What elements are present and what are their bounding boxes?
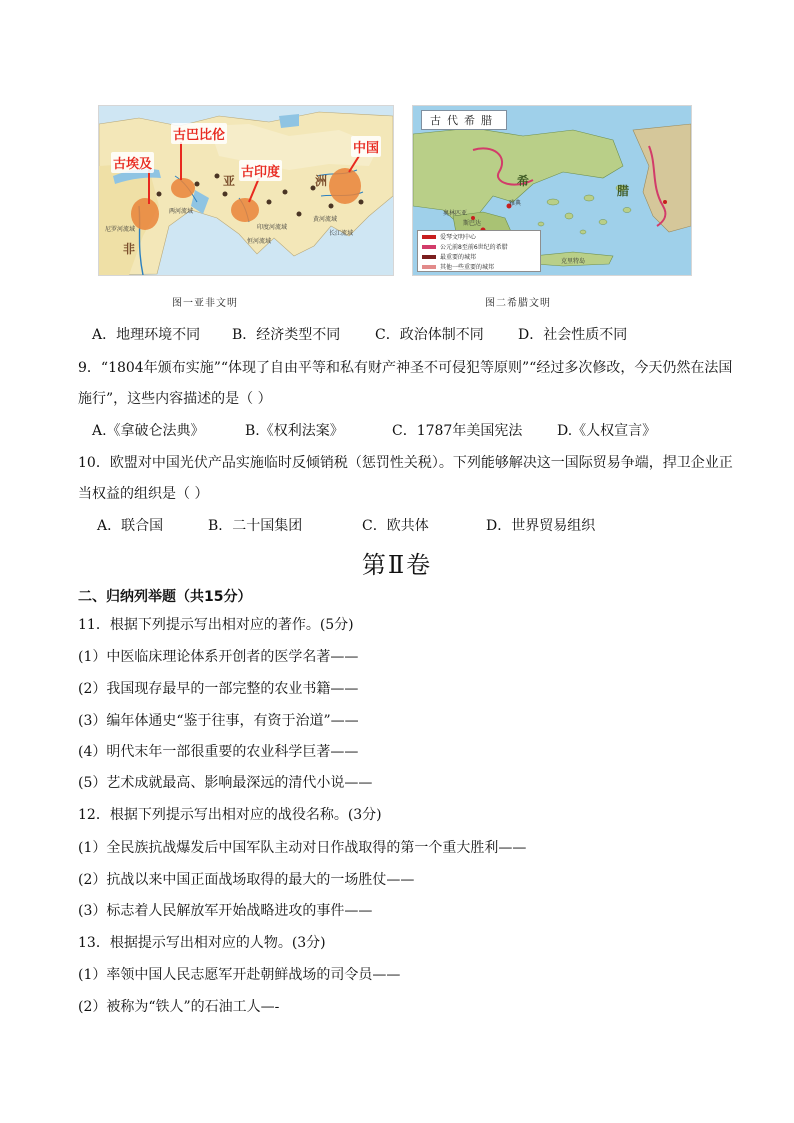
greece-map-legend: [417, 230, 541, 272]
map-char-asia: 亚: [223, 174, 236, 188]
map-char-la: 腊: [617, 184, 630, 198]
map-label-nile: 尼罗河流域: [105, 226, 136, 233]
q11-item: (3）编年体通史“鉴于往事，有资于治道”——: [78, 713, 359, 729]
map-label-yangtze: 长江流域: [329, 230, 354, 237]
q10-option-c: C．欧共体: [362, 518, 429, 534]
legend-row: [418, 252, 540, 261]
q11-item: (2）我国现存最早的一部完整的农业书籍——: [78, 681, 359, 697]
map-label-ganges: 恒河流域: [247, 238, 272, 245]
q12-item: (1）全民族抗战爆发后中国军队主动对日作战取得的第一个重大胜利——: [78, 840, 527, 856]
map-label-sparta: 斯巴达: [463, 220, 482, 227]
map-label-ancient-babylon: 古巴比伦: [171, 123, 227, 144]
q12-stem: 12．根据下列提示写出相对应的战役名称。(3分): [78, 807, 382, 823]
legend-row: [418, 232, 540, 241]
legend-label: 爱琴文明中心: [440, 234, 477, 241]
q13-item: (2）被称为“铁人”的石油工人—-: [78, 999, 280, 1015]
q11-item: (5）艺术成就最高、影响最深远的清代小说——: [78, 775, 373, 791]
map-char-zhou: 洲: [315, 174, 328, 188]
legend-row: [418, 242, 540, 251]
q8-option-b: B．经济类型不同: [232, 327, 341, 343]
q9-option-a: A.《拿破仑法典》: [92, 423, 205, 439]
q13-stem: 13．根据提示写出相对应的人物。(3分): [78, 935, 326, 951]
figure1-caption: 图一亚非文明: [172, 298, 238, 309]
map-label-two-rivers: 两河流域: [169, 208, 194, 215]
asia-africa-civilizations-map: [98, 105, 394, 276]
q12-item: (3）标志着人民解放军开始战略进攻的事件——: [78, 903, 373, 919]
map-char-xi: 希: [517, 174, 530, 188]
section-heading: 二、归纳列举题（共15分）: [78, 589, 252, 605]
q9-stem-line2: 施行”，这些内容描述的是（ ）: [78, 391, 272, 407]
map-label-athens: 雅典: [509, 200, 522, 207]
q13-item: (1）率领中国人民志愿军开赴朝鲜战场的司令员——: [78, 967, 401, 983]
q11-item: (4）明代末年一部很重要的农业科学巨著——: [78, 744, 359, 760]
q9-option-c: C．1787年美国宪法: [392, 423, 523, 439]
map-label-crete: 克里特岛: [561, 258, 586, 265]
q9-option-d: D.《人权宣言》: [557, 423, 657, 439]
map-label-indus: 印度河流域: [257, 224, 288, 231]
greece-map-title: 古代希腊: [421, 110, 507, 130]
q8-option-a: A．地理环境不同: [92, 327, 201, 343]
figure2-caption: 图二希腊文明: [485, 298, 551, 309]
q8-option-c: C．政治体制不同: [375, 327, 484, 343]
part-two-title: 第Ⅱ卷: [361, 551, 433, 579]
q10-option-a: A．联合国: [97, 518, 164, 534]
q10-stem-line1: 10．欧盟对中国光伏产品实施临时反倾销税（惩罚性关税）。下列能够解决这一国际贸易争端，捍卫企业正: [78, 455, 733, 471]
legend-label: 其他一些重要的城邦: [440, 264, 495, 271]
q9-option-b: B.《权利法案》: [245, 423, 344, 439]
ancient-greece-map: [412, 105, 692, 276]
map-label-ancient-india: 古印度: [239, 160, 282, 181]
q10-option-b: B．二十国集团: [208, 518, 303, 534]
q10-stem-line2: 当权益的组织是（ ）: [78, 486, 209, 502]
q8-option-d: D．社会性质不同: [518, 327, 628, 343]
legend-label: 公元前8至前6世纪的希腊: [440, 244, 508, 251]
map-label-olympia: 奥林匹亚: [443, 210, 468, 217]
asia-africa-map-drawing: [99, 106, 393, 275]
map-char-africa: 非: [123, 242, 136, 256]
legend-label: 最重要的城邦: [440, 254, 477, 261]
q11-stem: 11．根据下列提示写出相对应的著作。(5分): [78, 617, 354, 633]
q12-item: (2）抗战以来中国正面战场取得的最大的一场胜仗——: [78, 872, 415, 888]
map-label-yellow-river: 黄河流域: [313, 216, 338, 223]
q11-item: (1）中医临床理论体系开创者的医学名著——: [78, 649, 359, 665]
legend-row: [418, 262, 540, 271]
q10-option-d: D．世界贸易组织: [486, 518, 596, 534]
map-label-ancient-egypt: 古埃及: [111, 152, 154, 173]
q9-stem-line1: 9．“1804年颁布实施”“体现了自由平等和私有财产神圣不可侵犯等原则”“经过多次修改，今天仍然在法国: [78, 360, 733, 376]
map-label-china: 中国: [351, 136, 381, 157]
